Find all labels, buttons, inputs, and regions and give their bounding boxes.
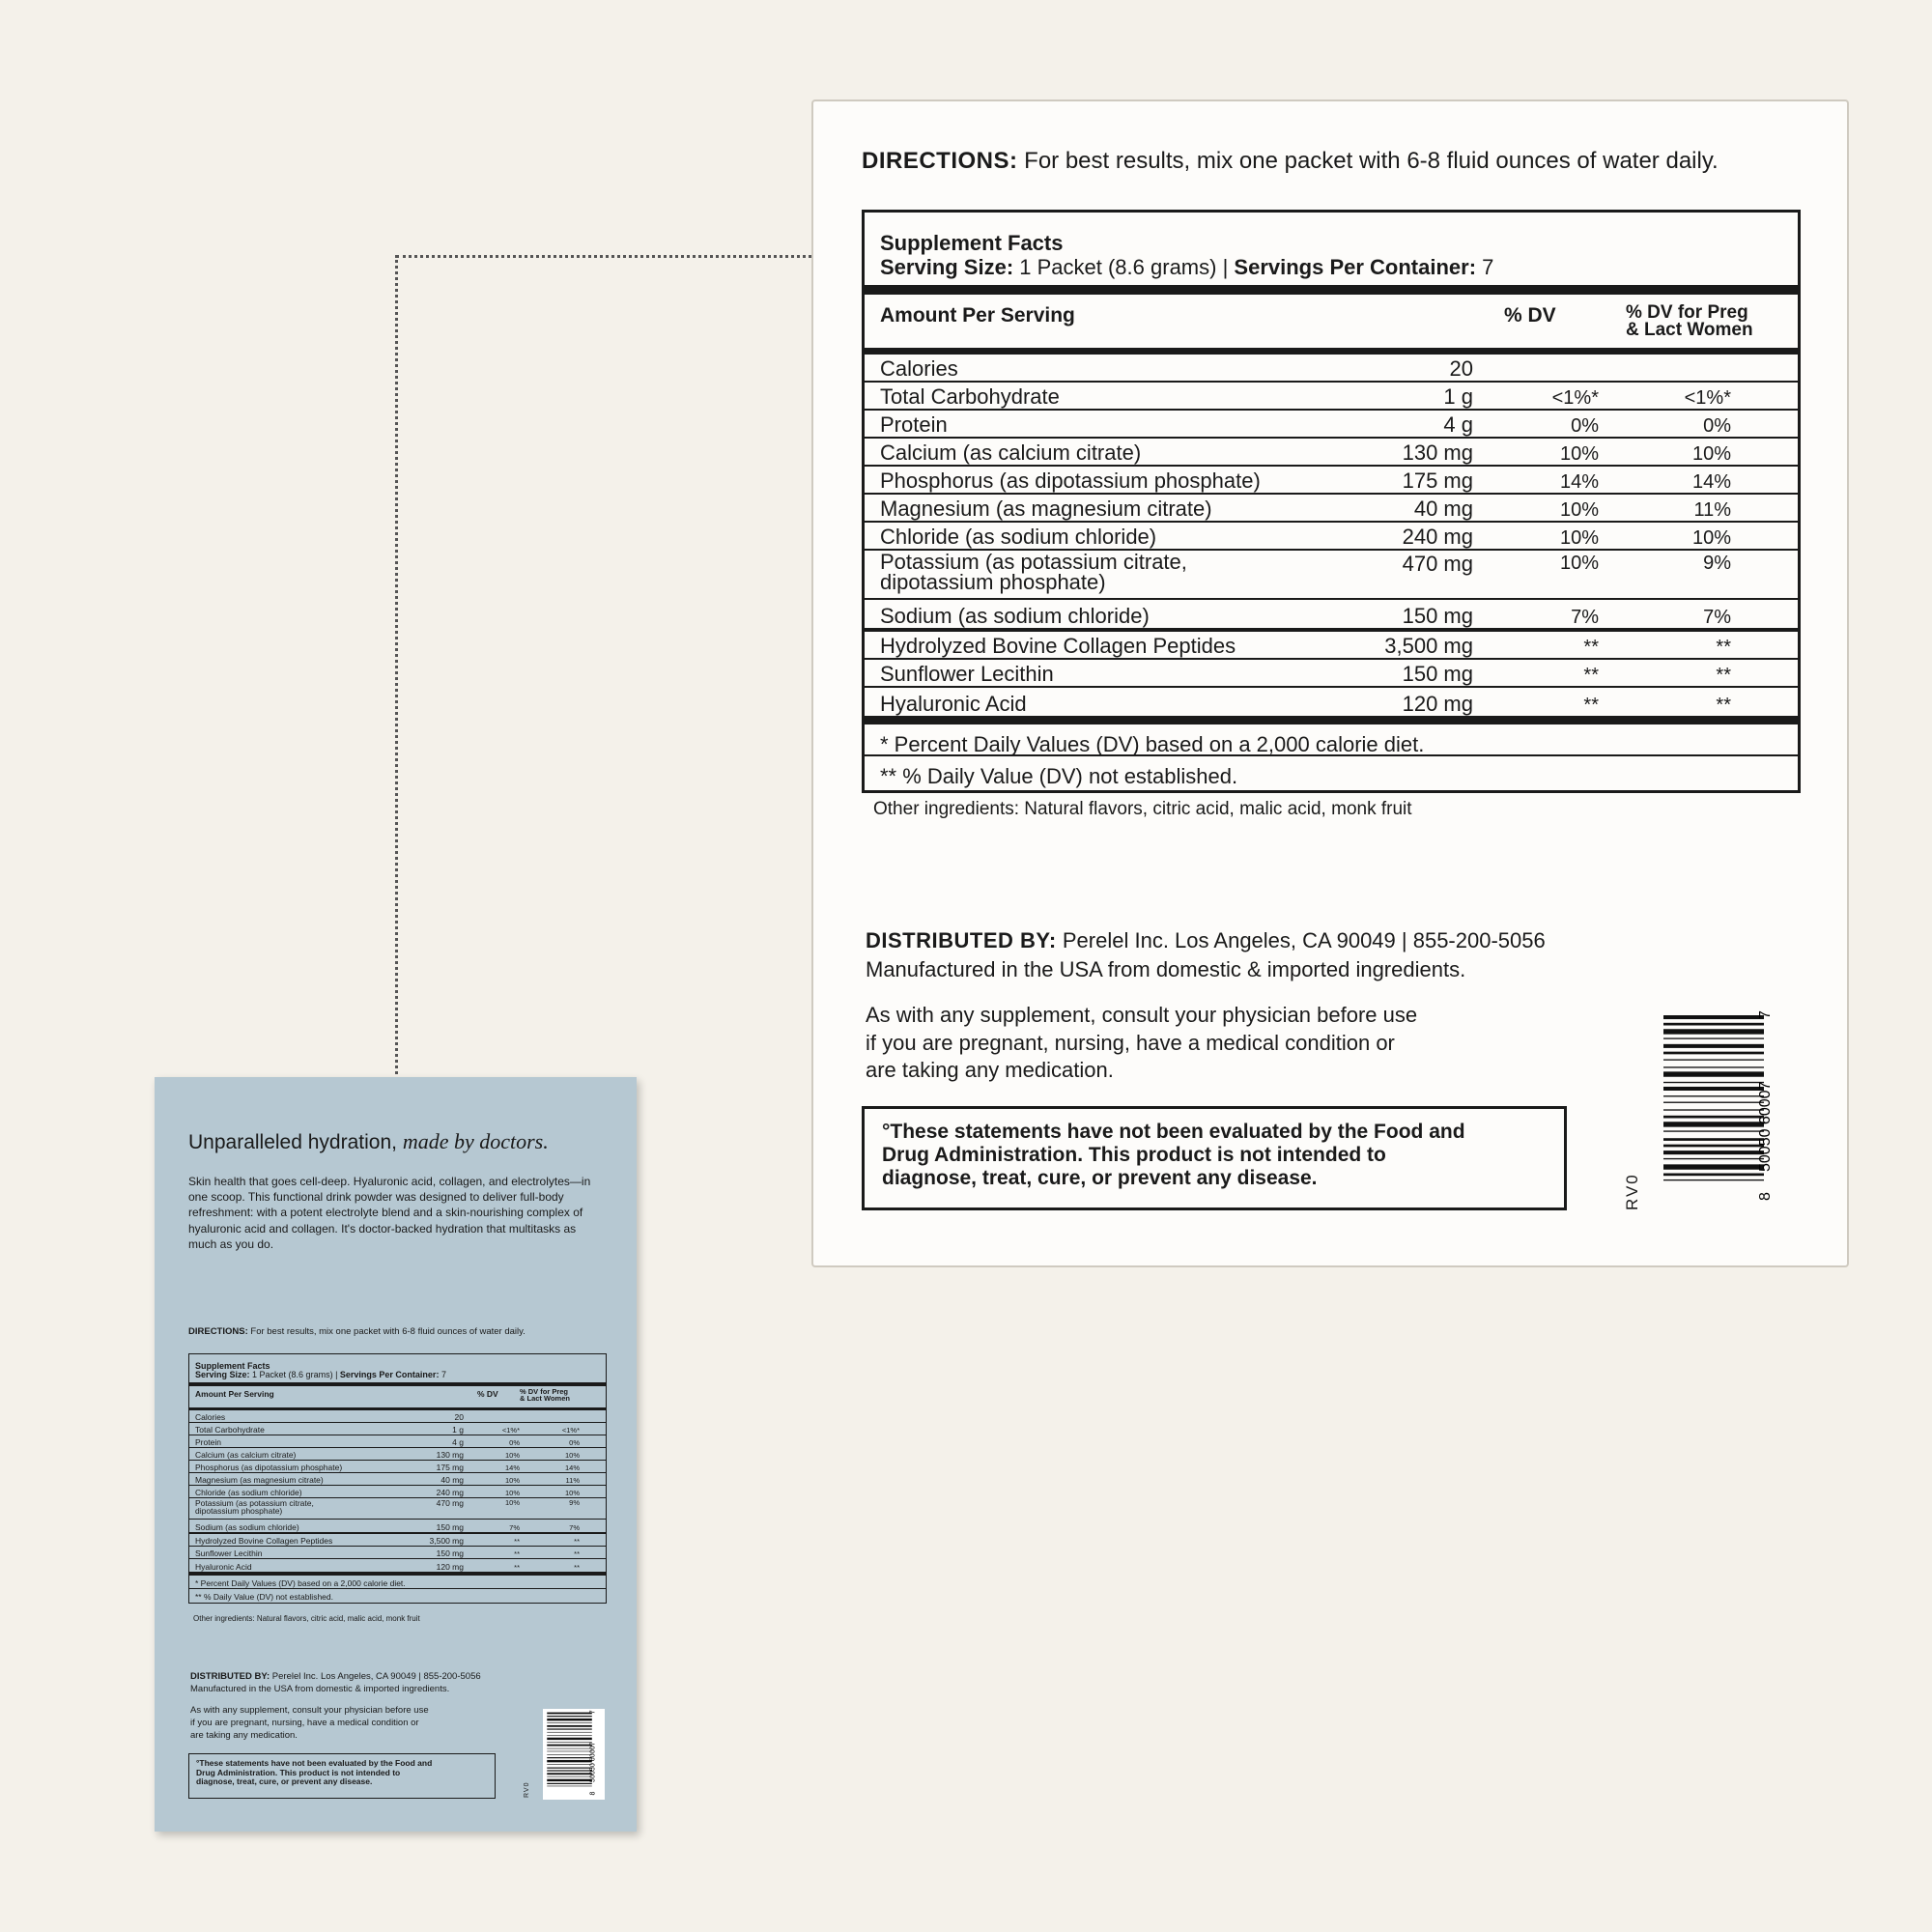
nutrient-amount: 150 mg (436, 1522, 464, 1533)
nutrient-amount: 20 (454, 1412, 464, 1423)
footnote-dv: * Percent Daily Values (DV) based on a 2,000 calorie diet. (189, 1576, 606, 1589)
facts-title: Supplement Facts (195, 1361, 270, 1371)
table-row (865, 411, 1798, 439)
warning-line: are taking any medication. (190, 1729, 298, 1741)
nutrient-dv: 7% (509, 1523, 520, 1533)
ingredient-name: Hydrolyzed Bovine Collagen Peptides (880, 634, 1236, 659)
ingredient-dv: ** (1583, 695, 1599, 717)
nutrient-amount: 1 g (452, 1425, 464, 1435)
barcode-bar (547, 1764, 592, 1765)
barcode-bar (547, 1754, 592, 1755)
directions-label: DIRECTIONS: (188, 1326, 248, 1337)
nutrient-name: Total Carbohydrate (880, 384, 1060, 410)
fda-line: Drug Administration. This product is not intended to (196, 1767, 401, 1777)
barcode-bar (1663, 1116, 1764, 1119)
col-dv-preg-line1: % DV for Preg (1626, 302, 1748, 324)
table-row (189, 1547, 606, 1559)
nutrient-dv-preg: <1%* (561, 1426, 580, 1435)
barcode-bar (1663, 1158, 1764, 1159)
supplement-facts-table (862, 210, 1801, 793)
directions-text: For best results, mix one packet with 6-8 fluid ounces of water daily. (247, 1326, 526, 1337)
package-description: Skin health that goes cell-deep. Hyaluronic acid, collagen, and electrolytes—in one scoop. This functional drink powder was designed to deliver full-body refreshment: with a potent electrolyte blend and a skin-nourishing complex of hyaluronic acid and collagen. It's doctor-backed hydration that multitasks as much as you do. (188, 1175, 591, 1251)
distributed-label: DISTRIBUTED BY: (866, 928, 1057, 952)
barcode-bar (547, 1783, 592, 1784)
barcode-bar (547, 1742, 592, 1743)
nutrient-name: Calcium (as calcium citrate) (195, 1450, 297, 1461)
barcode-bars (547, 1713, 592, 1787)
ingredient-name: Sunflower Lecithin (880, 662, 1054, 687)
barcode-digit-left: 8 (1757, 1192, 1774, 1201)
barcode-bar (1663, 1023, 1764, 1026)
barcode-bar (547, 1751, 592, 1752)
nutrient-dv-preg: 10% (1691, 443, 1731, 466)
barcode-bar (1663, 1130, 1764, 1131)
ingredient-dv: ** (1583, 665, 1599, 687)
distributed-label: DISTRIBUTED BY: (190, 1671, 270, 1682)
barcode-bar (547, 1725, 592, 1727)
warning-line: As with any supplement, consult your physician before use (866, 1003, 1418, 1027)
nutrient-dv: 10% (504, 1497, 520, 1507)
barcode-bar (1663, 1138, 1764, 1141)
connector-line-vertical (395, 255, 398, 1074)
nutrient-name: Calcium (as calcium citrate) (880, 440, 1142, 466)
barcode-bar (1663, 1082, 1764, 1083)
ingredient-dv: ** (514, 1537, 520, 1547)
warning-line: if you are pregnant, nursing, have a medical condition or (190, 1717, 419, 1728)
barcode-bar (547, 1773, 592, 1775)
thick-divider (865, 285, 1798, 295)
nutrient-name (880, 550, 1368, 595)
table-row (865, 467, 1798, 495)
nutrient-dv-preg: 10% (1691, 527, 1731, 550)
fda-disclaimer-box (188, 1753, 496, 1799)
ingredient-dv-preg: ** (1716, 695, 1731, 717)
ingredient-dv: ** (1583, 637, 1599, 659)
servings-value: 7 (439, 1370, 446, 1380)
facts-header (865, 213, 1798, 285)
nutrient-dv-preg: <1%* (1684, 387, 1731, 410)
ingredient-name: Sunflower Lecithin (195, 1548, 263, 1559)
ingredient-dv-preg: ** (574, 1563, 580, 1573)
barcode-bar (547, 1719, 592, 1720)
barcode-bar (547, 1779, 592, 1781)
fda-line: diagnose, treat, cure, or prevent any disease. (882, 1167, 1318, 1190)
fda-line: °These statements have not been evaluated by the Food and (196, 1758, 433, 1768)
connector-line-horizontal (396, 255, 811, 258)
facts-header (189, 1354, 606, 1382)
col-dv-preg-line2: & Lact Women (520, 1393, 570, 1403)
servings-label: Servings Per Container: (1234, 254, 1477, 279)
zoomed-label-panel (811, 99, 1849, 1267)
ingredient-amount: 150 mg (1402, 662, 1473, 687)
barcode-bar (547, 1732, 592, 1733)
barcode-bar (1663, 1087, 1764, 1091)
nutrient-dv: 10% (504, 1451, 520, 1461)
table-row (865, 439, 1798, 467)
barcode-bar (1663, 1029, 1764, 1034)
col-dv: % DV (477, 1388, 498, 1399)
barcode-bar (547, 1760, 592, 1762)
barcode-bar (547, 1716, 592, 1717)
fda-disclaimer-box (862, 1106, 1567, 1210)
col-amount: Amount Per Serving (880, 304, 1075, 327)
directions (862, 148, 1719, 175)
barcode-bar (547, 1745, 592, 1747)
nutrient-name: Magnesium (as magnesium citrate) (880, 497, 1212, 522)
footnote-dv: * Percent Daily Values (DV) based on a 2,000 calorie diet. (865, 724, 1798, 756)
barcode-bar (1663, 1179, 1764, 1180)
nutrient-dv-preg: 10% (564, 1451, 580, 1461)
barcode-bar (547, 1735, 592, 1736)
nutrient-dv: 10% (1559, 553, 1599, 575)
nutrient-name-line1: Potassium (as potassium citrate, (195, 1497, 314, 1508)
nutrient-dv-preg: 7% (569, 1523, 580, 1533)
barcode-bar (1663, 1037, 1764, 1038)
serving-size-value: 1 Packet (8.6 grams) | (1013, 254, 1235, 279)
barcode-bar (1663, 1059, 1764, 1060)
nutrient-amount: 40 mg (440, 1475, 464, 1486)
footnote-not-established: ** % Daily Value (DV) not established. (195, 1591, 333, 1602)
nutrient-amount: 4 g (1443, 412, 1473, 438)
column-header (865, 295, 1798, 348)
table-row (189, 1473, 606, 1486)
title-italic: made by doctors. (402, 1129, 549, 1153)
revision-code: RV0 (524, 1781, 530, 1798)
nutrient-dv-preg: 0% (1703, 415, 1731, 438)
col-amount: Amount Per Serving (195, 1388, 274, 1399)
barcode (543, 1709, 605, 1800)
nutrient-dv-preg: 10% (564, 1489, 580, 1498)
ingredient-dv-preg: ** (1716, 637, 1731, 659)
nutrient-amount: 240 mg (1402, 525, 1473, 550)
barcode-bar (1663, 1066, 1764, 1067)
footnote-not-established: ** % Daily Value (DV) not established. (880, 764, 1238, 789)
nutrient-dv: 10% (1559, 499, 1599, 522)
nutrient-name: Protein (880, 412, 948, 438)
table-row (189, 1559, 606, 1572)
nutrient-amount: 470 mg (1402, 552, 1473, 577)
nutrient-dv: 14% (504, 1463, 520, 1473)
physician-warning (866, 1002, 1542, 1085)
nutrient-amount: 4 g (452, 1437, 464, 1448)
nutrient-dv: <1%* (1551, 387, 1599, 410)
col-dv-preg (1626, 304, 1753, 344)
table-row (189, 1435, 606, 1448)
nutrient-name: Phosphorus (as dipotassium phosphate) (195, 1463, 343, 1473)
nutrient-dv-preg: 14% (1691, 471, 1731, 494)
table-row (865, 632, 1798, 660)
col-dv-preg (520, 1386, 570, 1406)
warning-line: if you are pregnant, nursing, have a medical condition or (866, 1030, 1395, 1055)
ingredient-amount: 120 mg (436, 1562, 464, 1573)
table-row (865, 660, 1798, 688)
nutrient-dv-preg: 9% (1703, 553, 1731, 575)
package-title (188, 1129, 549, 1154)
warning-line: are taking any medication. (866, 1058, 1114, 1083)
col-dv: % DV (1504, 304, 1556, 327)
nutrient-amount: 20 (1449, 356, 1473, 382)
nutrient-name: Phosphorus (as dipotassium phosphate) (880, 469, 1261, 494)
nutrient-name-line1: Potassium (as potassium citrate, (880, 550, 1187, 575)
ingredient-name: Hyaluronic Acid (880, 692, 1027, 717)
thick-divider (865, 348, 1798, 355)
barcode-bar (1663, 1164, 1764, 1169)
manufactured-text: Manufactured in the USA from domestic & imported ingredients. (866, 956, 1466, 981)
barcode-bar (547, 1722, 592, 1723)
table-row (189, 1461, 606, 1473)
table-row (865, 523, 1798, 551)
nutrient-dv-preg: 7% (1703, 607, 1731, 629)
barcode-digit-left: 8 (588, 1791, 597, 1796)
barcode-graphic (1656, 1008, 1791, 1210)
table-row (865, 551, 1798, 600)
barcode-bar (547, 1713, 592, 1715)
col-dv-preg-line1: % DV for Preg (520, 1386, 569, 1396)
nutrient-name-line2: dipotassium phosphate) (880, 570, 1106, 595)
barcode-bar (1663, 1052, 1764, 1055)
distributed-text: Perelel Inc. Los Angeles, CA 90049 | 855-200-5056 (1056, 928, 1546, 952)
table-row (865, 688, 1798, 716)
directions-label: DIRECTIONS: (862, 148, 1018, 174)
table-row (189, 1498, 606, 1520)
nutrient-dv-preg: 0% (569, 1438, 580, 1448)
distributed-by (866, 926, 1546, 984)
nutrient-dv: 10% (504, 1489, 520, 1498)
physician-warning (190, 1705, 480, 1742)
servings-label: Servings Per Container: (339, 1370, 440, 1380)
barcode-bar (1663, 1095, 1764, 1096)
thick-divider (865, 716, 1798, 724)
column-header (189, 1386, 606, 1407)
nutrient-name: Calories (195, 1412, 226, 1423)
barcode-bar (1663, 1102, 1764, 1103)
ingredient-dv: ** (514, 1563, 520, 1573)
table-row (189, 1520, 606, 1532)
barcode-bar (547, 1728, 592, 1729)
table-row (865, 600, 1798, 628)
nutrient-dv-preg: 14% (564, 1463, 580, 1473)
nutrient-amount: 240 mg (436, 1488, 464, 1498)
serving-size-value: 1 Packet (8.6 grams) | (249, 1370, 340, 1380)
nutrient-dv: <1%* (501, 1426, 520, 1435)
barcode-graphic (543, 1709, 605, 1800)
table-row (189, 1423, 606, 1435)
barcode-bar (1663, 1145, 1764, 1148)
revision-code: RV0 (1623, 1173, 1641, 1210)
nutrient-dv: 10% (1559, 527, 1599, 550)
nutrient-name-line2: dipotassium phosphate) (195, 1505, 283, 1516)
barcode-bar (1663, 1015, 1764, 1019)
barcode-digit-right: 7 (1757, 1010, 1774, 1019)
nutrient-dv: 0% (1571, 415, 1599, 438)
nutrient-amount: 130 mg (436, 1450, 464, 1461)
nutrient-name: Calories (880, 356, 958, 382)
fda-line: °These statements have not been evaluated by the Food and (882, 1121, 1465, 1143)
ingredient-dv: ** (514, 1549, 520, 1559)
ingredient-amount: 120 mg (1402, 692, 1473, 717)
col-dv-preg-line2: & Lact Women (1626, 320, 1753, 341)
nutrient-name: Sodium (as sodium chloride) (195, 1522, 299, 1533)
table-row (189, 1448, 606, 1461)
barcode-bar (547, 1738, 592, 1740)
nutrient-amount: 40 mg (1413, 497, 1473, 522)
nutrient-amount: 175 mg (436, 1463, 464, 1473)
ingredient-name: Hyaluronic Acid (195, 1562, 252, 1573)
nutrient-dv-preg: 9% (569, 1497, 580, 1507)
package-directions (188, 1326, 526, 1337)
ingredient-dv-preg: ** (574, 1549, 580, 1559)
warning-line: As with any supplement, consult your physician before use (190, 1705, 429, 1716)
ingredient-dv-preg: ** (1716, 665, 1731, 687)
barcode-bar (547, 1768, 592, 1769)
barcode-bar (1663, 1151, 1764, 1154)
table-row (189, 1534, 606, 1547)
other-ingredients: Other ingredients: Natural flavors, citric acid, malic acid, monk fruit (873, 799, 1412, 819)
barcode-bar (547, 1757, 592, 1758)
barcode-bar (547, 1748, 592, 1749)
barcode-bar (1663, 1122, 1764, 1126)
manufactured-text: Manufactured in the USA from domestic & imported ingredients. (190, 1684, 450, 1695)
nutrient-name: Magnesium (as magnesium citrate) (195, 1475, 324, 1486)
nutrient-dv-preg: 11% (565, 1476, 580, 1486)
title-plain: Unparalleled hydration, (188, 1131, 403, 1153)
barcode-bar (1663, 1174, 1764, 1177)
nutrient-name: Chloride (as sodium chloride) (195, 1488, 302, 1498)
nutrient-name: Total Carbohydrate (195, 1425, 265, 1435)
barcode-bar (547, 1786, 592, 1787)
nutrient-amount: 150 mg (1402, 604, 1473, 629)
nutrient-amount: 130 mg (1402, 440, 1473, 466)
barcode-bar (547, 1776, 592, 1777)
table-row (865, 383, 1798, 411)
nutrient-amount: 470 mg (436, 1497, 464, 1508)
barcode-bar (1663, 1071, 1764, 1076)
barcode-bars (1663, 1015, 1764, 1180)
serving-size-label: Serving Size: (880, 254, 1014, 279)
barcode-bar (547, 1770, 592, 1771)
nutrient-name: Protein (195, 1437, 221, 1448)
nutrient-name: Sodium (as sodium chloride) (880, 604, 1150, 629)
product-package (155, 1077, 637, 1832)
nutrient-name (195, 1499, 415, 1515)
nutrient-dv: 14% (1559, 471, 1599, 494)
distributed-by (190, 1670, 481, 1696)
nutrient-dv: 10% (504, 1476, 520, 1486)
ingredient-name: Hydrolyzed Bovine Collagen Peptides (195, 1536, 333, 1547)
ingredient-amount: 3,500 mg (429, 1536, 464, 1547)
barcode-bar (1663, 1109, 1764, 1110)
servings-value: 7 (1476, 254, 1494, 279)
barcode-digits-mid: 50050 60007 (588, 1742, 597, 1783)
nutrient-dv: 0% (509, 1438, 520, 1448)
ingredient-amount: 150 mg (436, 1548, 464, 1559)
package-facts-table (188, 1353, 607, 1604)
facts-title: Supplement Facts (880, 231, 1064, 255)
table-row (189, 1486, 606, 1498)
nutrient-amount: 175 mg (1402, 469, 1473, 494)
ingredient-amount: 3,500 mg (1384, 634, 1473, 659)
nutrient-name: Chloride (as sodium chloride) (880, 525, 1157, 550)
ingredient-dv-preg: ** (574, 1537, 580, 1547)
barcode-digits-mid: 50050 60007 (1757, 1081, 1774, 1172)
table-row (865, 355, 1798, 383)
serving-size-label: Serving Size: (195, 1370, 250, 1380)
barcode-bar (1663, 1044, 1764, 1048)
nutrient-dv: 10% (1559, 443, 1599, 466)
table-row (865, 495, 1798, 523)
distributed-text: Perelel Inc. Los Angeles, CA 90049 | 855-200-5056 (270, 1671, 481, 1682)
nutrient-amount: 1 g (1443, 384, 1473, 410)
fda-line: Drug Administration. This product is not intended to (882, 1144, 1386, 1167)
nutrient-dv: 7% (1571, 607, 1599, 629)
directions-text: For best results, mix one packet with 6-8 fluid ounces of water daily. (1017, 148, 1719, 174)
table-row (189, 1410, 606, 1423)
fda-line: diagnose, treat, cure, or prevent any disease. (196, 1776, 373, 1787)
nutrient-dv-preg: 11% (1693, 499, 1731, 522)
barcode-digit-right: 7 (588, 1710, 597, 1715)
other-ingredients: Other ingredients: Natural flavors, citric acid, malic acid, monk fruit (193, 1614, 420, 1623)
barcode (1656, 1008, 1791, 1210)
